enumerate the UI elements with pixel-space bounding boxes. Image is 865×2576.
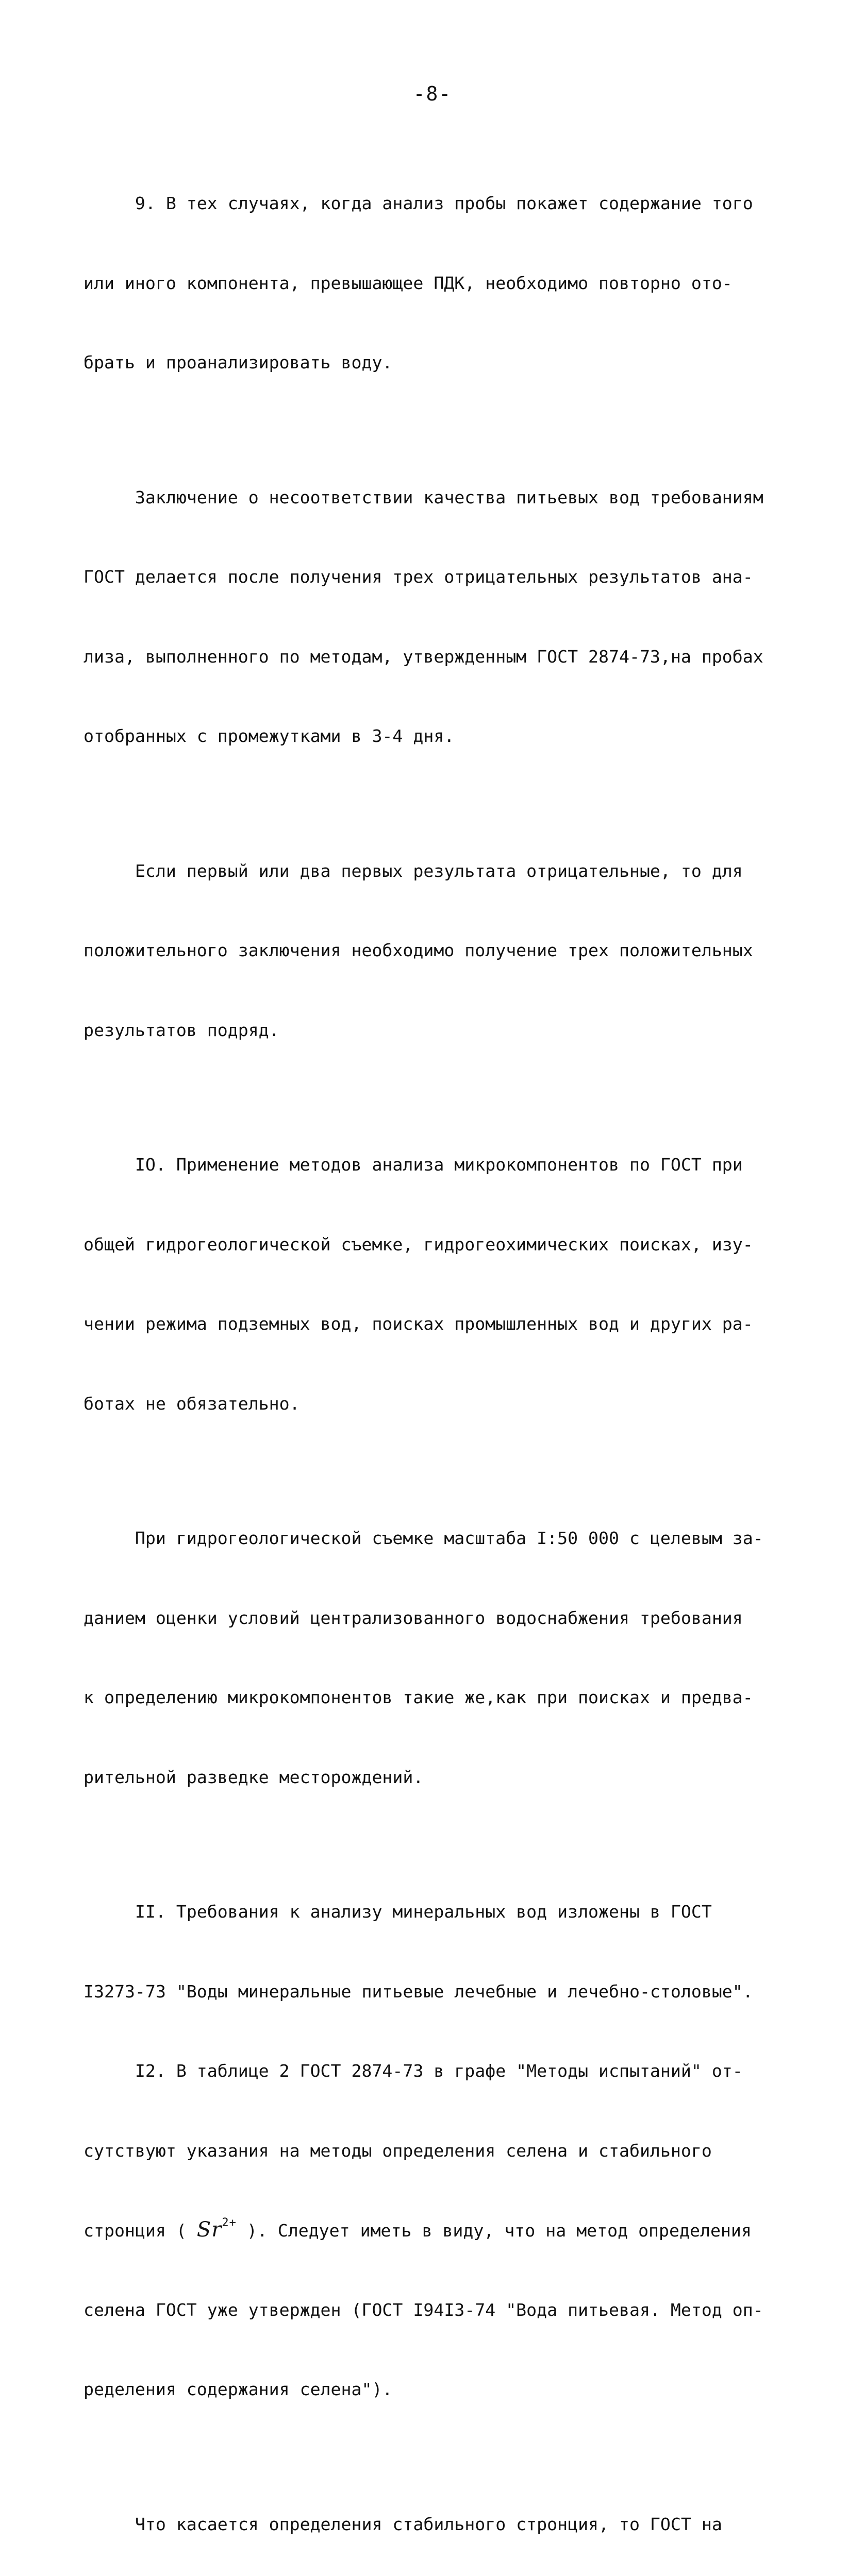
text-line: к определению микрокомпонентов такие же,как при поисках и предва- xyxy=(84,1687,753,1707)
text-line-with-formula xyxy=(84,2217,795,2244)
text-line: чении режима подземных вод, поисках промышленных вод и других ра- xyxy=(84,1314,753,1334)
text-line: IO. Применение методов анализа микрокомпонентов по ГОСТ при xyxy=(84,1155,743,1175)
text-segment: стронция ( xyxy=(84,2221,187,2241)
text-line: Что касается определения стабильного стронция, то ГОСТ на xyxy=(84,2514,722,2534)
text-line: общей гидрогеологической съемке, гидрогеохимических поисках, изу- xyxy=(84,1234,753,1255)
text-line: I3273-73 "Воды минеральные питьевые лечебные и лечебно-столовые". xyxy=(84,1981,753,2002)
text-line: брать и проанализировать воду. xyxy=(84,352,393,372)
text-line: ределения содержания селена"). xyxy=(84,2379,393,2399)
strontium-ion-formula xyxy=(197,2218,237,2242)
text-line: положительного заключения необходимо получение трех положительных xyxy=(84,940,753,960)
text-line: данием оценки условий централизованного водоснабжения требования xyxy=(84,1607,743,1628)
text-line: селена ГОСТ уже утвержден (ГОСТ I94I3-74 "Вода питьевая. Метод оп- xyxy=(84,2299,763,2320)
text-line: I2. В таблице 2 ГОСТ 2874-73 в графе "Методы испытаний" от- xyxy=(84,2061,743,2081)
text-line: II. Требования к анализу минеральных вод изложены в ГОСТ xyxy=(84,1902,712,1922)
text-line: лиза, выполненного по методам, утвержденным ГОСТ 2874-73,на пробах xyxy=(84,646,763,667)
document-body xyxy=(84,137,795,2576)
text-line: отобранных с промежутками в 3-4 дня. xyxy=(84,726,455,746)
text-line: рительной разведке месторождений. xyxy=(84,1767,424,1787)
text-line: Если первый или два первых результата отрицательные, то для xyxy=(84,860,743,881)
formula-charge: 2+ xyxy=(222,2216,237,2229)
text-line: результатов подряд. xyxy=(84,1020,279,1040)
page-number: -8- xyxy=(413,82,452,105)
text-line: При гидрогеологической съемке масштаба I:50 000 с целевым за- xyxy=(84,1528,763,1548)
text-line: сутствуют указания на методы определения селена и стабильного xyxy=(84,2140,712,2161)
text-line: ботах не обязательно. xyxy=(84,1393,300,1414)
formula-base: Sr xyxy=(196,2218,222,2242)
text-line: Заключение о несоответствии качества питьевых вод требованиям xyxy=(84,487,763,507)
text-line: ГОСТ делается после получения трех отрицательных результатов ана- xyxy=(84,567,753,587)
text-segment: ). Следует иметь в виду, что на метод определения xyxy=(246,2221,752,2241)
text-line: или иного компонента, превышающее ПДК, необходимо повторно ото- xyxy=(84,273,733,293)
text-line: 9. В тех случаях, когда анализ пробы покажет содержание того xyxy=(84,193,753,213)
